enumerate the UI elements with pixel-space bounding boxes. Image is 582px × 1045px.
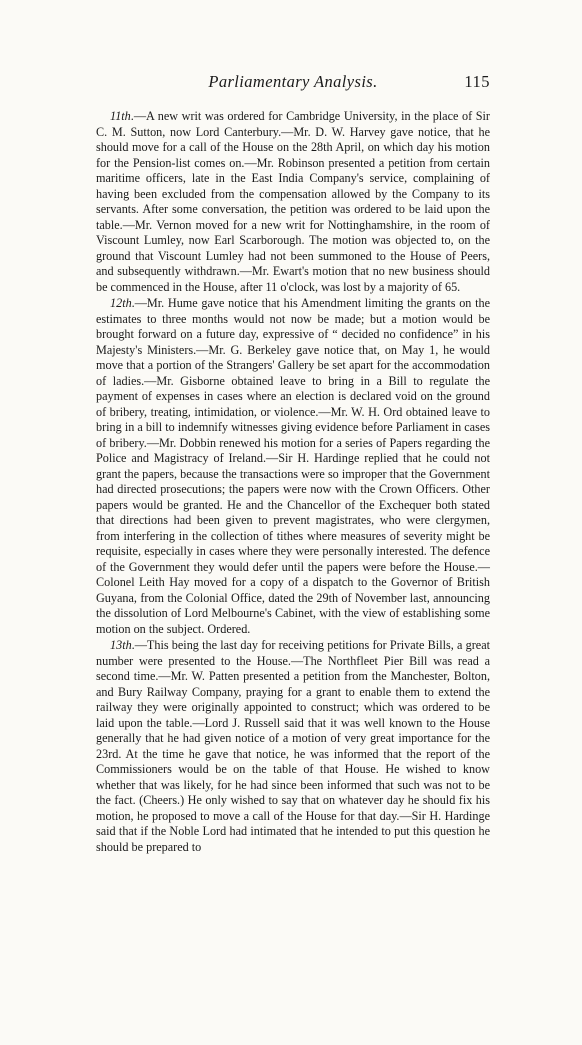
page-number: 115 (464, 72, 490, 91)
running-title: Parliamentary Analysis. (208, 72, 378, 91)
paragraph-12th (96, 296, 490, 637)
paragraph-13th (96, 638, 490, 855)
entry-date: 11th (110, 109, 131, 123)
paragraph-text: .—Mr. Hume gave notice that his Amendment limiting the grants on the estimates to three months would not now be made; but a motion would be brought forward on a future day, expressive of “ decided no confidence” in his Majesty's Ministers.—Mr. G. Berkeley gave notice that, on May 1, he would move that a portion of the Strangers' Gallery be set apart for the accommodation of ladies.—Mr. Gisborne obtained leave to bring in a Bill to regulate the payment of expenses in cases where an election is declared void on the ground of bribery, treating, intimidation, or violence.—Mr. W. H. Ord obtained leave to bring in a bill to indemnify witnesses giving evidence before Parliament in cases of bribery.—Mr. Dobbin renewed his motion for a series of Papers regarding the Police and Magistracy of Ireland.—Sir H. Hardinge replied that he could not grant the papers, because the transactions were so improper that the Government had directed prosecutions; the papers were now with the Crown Officers. Other papers would be granted. He and the Chancellor of the Exchequer both stated that directions had been given to prevent magistrates, who were clergymen, from interfering in the collection of tithes where measures of severity might be requisite, especially in cases where they were personally interested. The defence of the Government they would defer until the papers were before the House.—Colonel Leith Hay moved for a copy of a dispatch to the Governor of British Guyana, from the Colonial Office, dated the 29th of November last, announcing the dissolution of Lord Melbourne's Cabinet, with the view of establishing some motion on the subject. Ordered. (96, 296, 490, 636)
entry-date: 12th (110, 296, 132, 310)
paragraph-11th (96, 109, 490, 295)
page-body (96, 109, 490, 855)
paragraph-text: .—A new writ was ordered for Cambridge University, in the place of Sir C. M. Sutton, now Lord Canterbury.—Mr. D. W. Harvey gave notice, that he should move for a call of the House on the 28th April, on which day his motion for the Pension-list comes on.—Mr. Robinson presented a petition from certain maritime officers, late in the East India Company's service, complaining of having been excluded from the compensation allowed by the Company to its servants. After some conversation, the petition was ordered to be laid upon the table.—Mr. Vernon moved for a new writ for Nottinghamshire, in the room of Viscount Lumley, now Earl Scarborough. The motion was objected to, on the ground that Viscount Lumley had not been summoned to the House of Peers, and subsequently withdrawn.—Mr. Ewart's motion that no new business should be commenced in the House, after 11 o'clock, was lost by a majority of 65. (96, 109, 490, 294)
page-header (96, 72, 490, 94)
paragraph-text: .—This being the last day for receiving petitions for Private Bills, a great number were presented to the House.—The Northfleet Pier Bill was read a second time.—Mr. W. Patten presented a petition from the Manchester, Bolton, and Bury Railway Company, praying for a grant to enable them to extend the railway they were originally appointed to construct; which was ordered to be laid upon the table.—Lord J. Russell said that it was well known to the House generally that he had given notice of a motion of very great importance for the 23rd. At the time he gave that notice, he was informed that the report of the Commissioners would be on the table of that House. He wished to know whether that was likely, for he had since been informed that such was not to be the fact. (Cheers.) He only wished to say that on whatever day he should fix his motion, he proposed to move a call of the House for that day.—Sir H. Hardinge said that if the Noble Lord had intimated that he intended to put this question he should be prepared to (96, 638, 490, 854)
entry-date: 13th (110, 638, 132, 652)
